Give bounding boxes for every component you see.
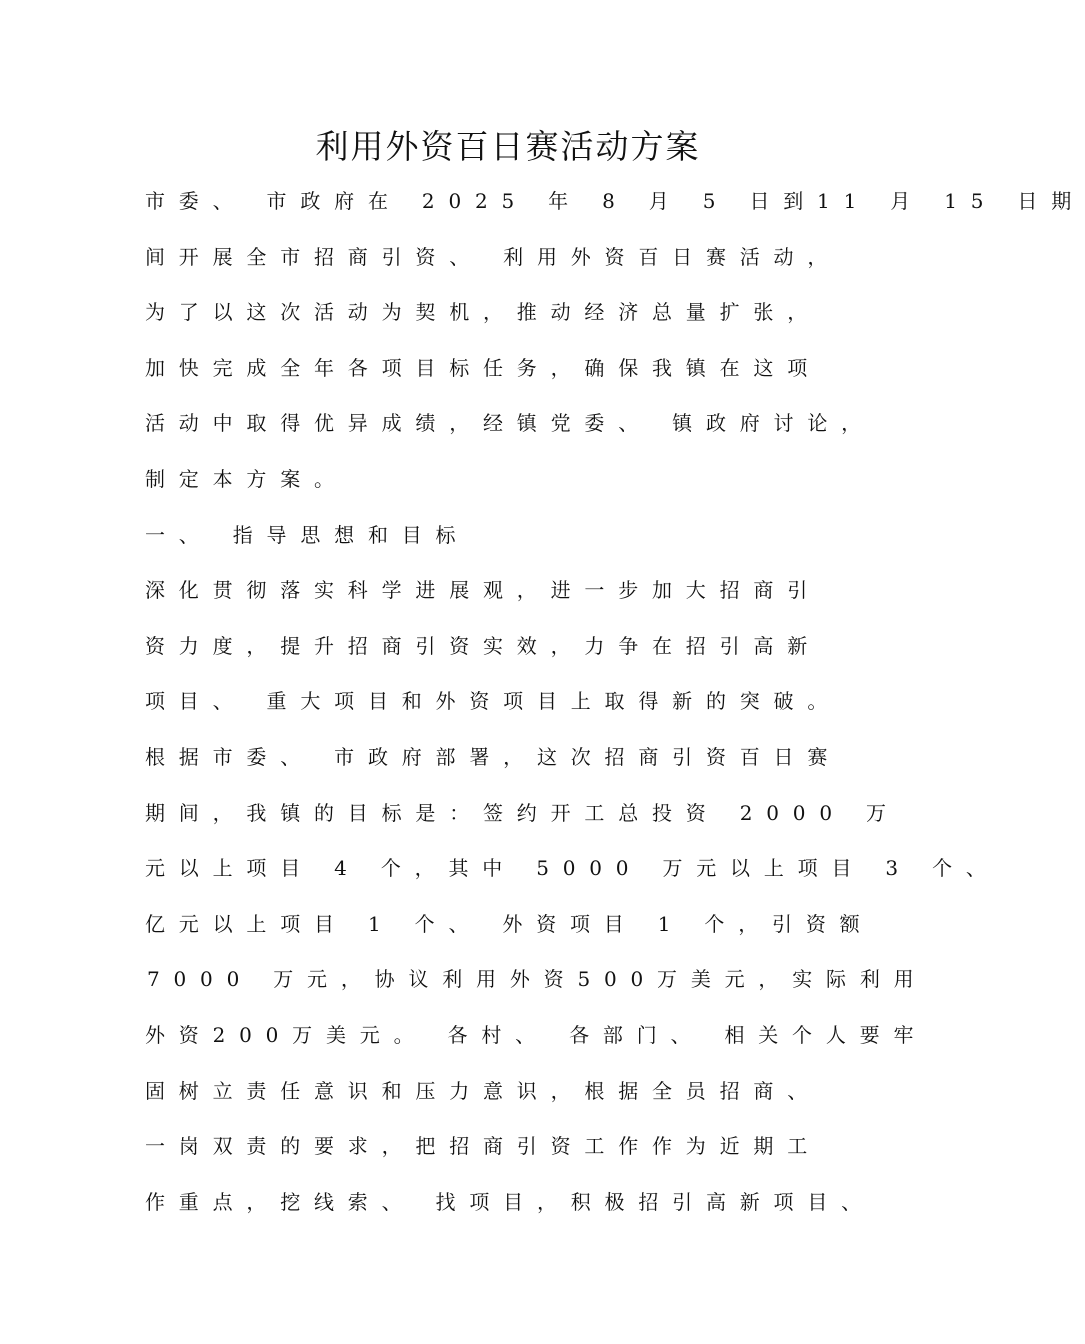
- section-heading: 一、 指导思想和目标: [145, 522, 470, 547]
- body-line: 亿元以上项目 1 个、 外资项目 1 个，引资额: [145, 911, 874, 936]
- document-body: [145, 184, 1085, 1240]
- body-line: 7000 万元，协议利用外资500万美元，实际利用: [147, 967, 928, 992]
- body-line: 元以上项目 4 个，其中 5000 万元以上项目 3 个、: [145, 856, 1000, 881]
- body-line: 深化贯彻落实科学进展观，进一步加大招商引: [145, 578, 821, 603]
- document-title: 利用外资百日赛活动方案: [315, 127, 701, 166]
- body-line: 根据市委、 市政府部署，这次招商引资百日赛: [145, 744, 842, 769]
- body-line: 项目、 重大项目和外资项目上取得新的突破。: [145, 689, 842, 714]
- body-line: 期间，我镇的目标是：签约开工总投资 2000 万: [145, 800, 900, 825]
- body-line: 作重点，挖线索、 找项目，积极招引高新项目、: [145, 1189, 875, 1214]
- body-line: 资力度，提升招商引资实效，力争在招引高新: [145, 633, 821, 658]
- body-line: 外资200万美元。 各村、 各部门、 相关个人要牢: [145, 1022, 928, 1047]
- body-line: 一岗双责的要求，把招商引资工作作为近期工: [145, 1134, 821, 1159]
- body-line: 加快完成全年各项目标任务，确保我镇在这项: [145, 355, 821, 380]
- body-line: 制定本方案。: [145, 466, 348, 491]
- body-line: 为了以这次活动为契机，推动经济总量扩张，: [145, 300, 821, 325]
- body-line: 固树立责任意识和压力意识，根据全员招商、: [145, 1078, 821, 1103]
- body-line: 市委、 市政府在 2025 年 8 月 5 日到11 月 15 日期: [145, 189, 1085, 213]
- body-line: 活动中取得优异成绩，经镇党委、 镇政府讨论，: [145, 411, 875, 436]
- body-line: 间开展全市招商引资、 利用外资百日赛活动，: [145, 244, 842, 269]
